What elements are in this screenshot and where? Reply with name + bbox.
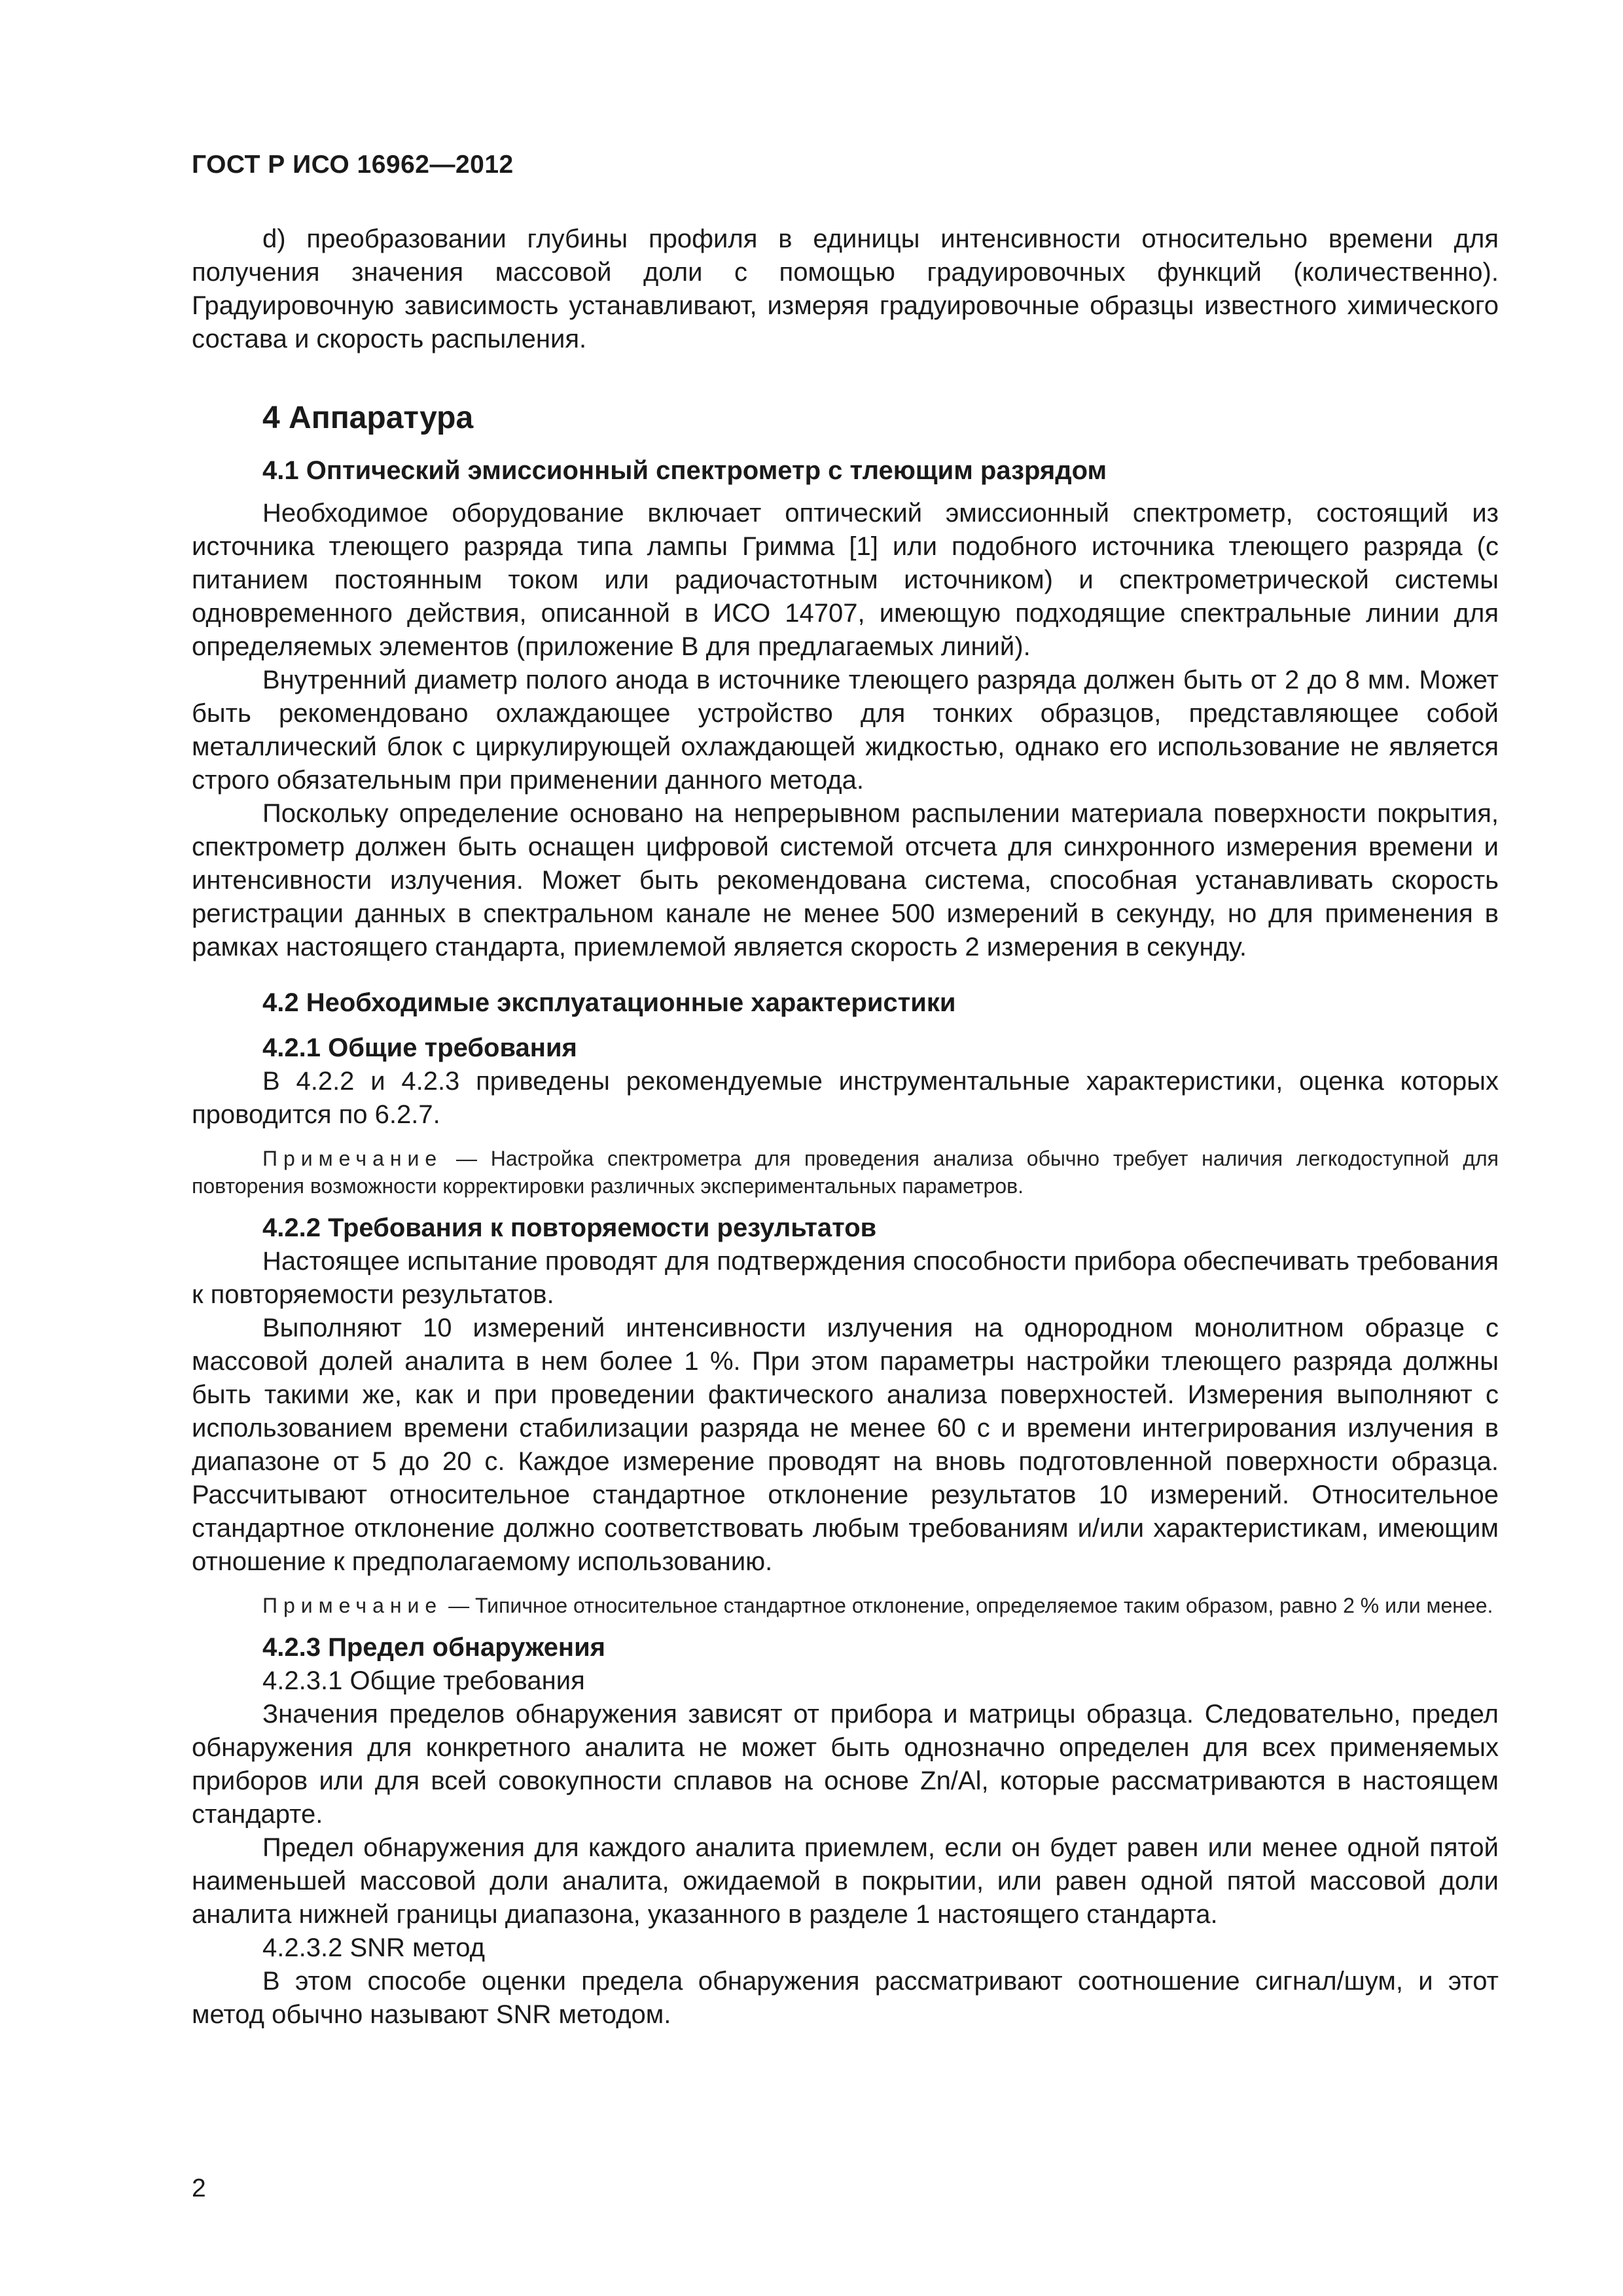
section-4-1-title: 4.1 Оптический эмиссионный спектрометр с тлеющим разрядом — [262, 456, 1107, 485]
section-4-2-3-1-paragraph: Предел обнаружения для каждого аналита приемлем, если он будет равен или менее одной пятой наименьшей массовой доли аналита, ожидаемой в покрытии, или равен одной пятой массовой доли аналита нижней границы диапазона, указанного в разделе 1 настоящего стандарта. — [192, 1833, 1499, 1929]
note-label: Примечание — [262, 1594, 443, 1617]
note-text: — Типичное относительное стандартное отклонение, определяемое таким образом, равно 2 % или менее. — [442, 1594, 1493, 1617]
section-4-title: 4 Аппаратура — [262, 401, 474, 435]
section-4-2-1-paragraph: В 4.2.2 и 4.2.3 приведены рекомендуемые инструментальные характеристики, оценка которых проводится по 6.2.7. — [192, 1067, 1499, 1129]
note-4-2-2 — [192, 1592, 1499, 1619]
page-number: 2 — [192, 2174, 206, 2202]
document-body — [192, 223, 1499, 2032]
section-4-2-3-title: 4.2.3 Предел обнаружения — [262, 1633, 606, 1662]
section-4-2-3-1-paragraph: Значения пределов обнаружения зависят от прибора и матрицы образца. Следовательно, предел обнаружения для конкретного аналита не может быть однозначно определен для всех применяемых приборов или для всей совокупности сплавов на основе Zn/Al, которые рассматриваются в настоящем стандарте. — [192, 1700, 1499, 1829]
section-4-2-3-2-title: 4.2.3.2 SNR метод — [262, 1933, 485, 1962]
note-label: Примечание — [262, 1147, 443, 1170]
intro-paragraph: d) преобразовании глубины профиля в единицы интенсивности относительно времени для получения значения массовой доли с помощью градуировочных функций (количественно). Градуировочную зависимость устанавливают, измеряя градуировочные образцы известного химического состава и скорость распыления. — [192, 224, 1499, 353]
section-4-2-title: 4.2 Необходимые эксплуатационные характеристики — [262, 988, 956, 1017]
section-4-2-3-1-title: 4.2.3.1 Общие требования — [262, 1666, 585, 1695]
section-4-2-2-paragraph: Настоящее испытание проводят для подтверждения способности прибора обеспечивать требования к повторяемости результатов. — [192, 1247, 1499, 1309]
section-4-2-2-title: 4.2.2 Требования к повторяемости результатов — [262, 1213, 877, 1242]
section-4-2-1-title: 4.2.1 Общие требования — [262, 1033, 577, 1062]
section-4-2-2-paragraph: Выполняют 10 измерений интенсивности излучения на однородном монолитном образце с массовой долей аналита в нем более 1 %. При этом параметры настройки тлеющего разряда должны быть такими же, как и при проведении фактического анализа поверхностей. Измерения выполняют с использованием времени стабилизации разряда не менее 60 с и времени интегрирования излучения в диапазоне от 5 до 20 с. Каждое измерение проводят на вновь подготовленной поверхности образца. Рассчитывают относительное стандартное отклонение результатов 10 измерений. Относительное стандартное отклонение должно соответствовать любым требованиям и/или характеристикам, имеющим отношение к предполагаемому использованию. — [192, 1314, 1499, 1576]
section-4-1-paragraph: Необходимое оборудование включает оптический эмиссионный спектрометр, состоящий из источника тлеющего разряда типа лампы Гримма [1] или подобного источника тлеющего разряда (с питанием постоянным током или радиочастотным источником) и спектрометрической системы одновременного действия, описанной в ИСО 14707, имеющую подходящие спектральные линии для определяемых элементов (приложение В для предлагаемых линий). — [192, 499, 1499, 661]
section-4-2-3-2-paragraph: В этом способе оценки предела обнаружения рассматривают соотношение сигнал/шум, и этот метод обычно называют SNR методом. — [192, 1967, 1499, 2029]
standard-header: ГОСТ Р ИСО 16962—2012 — [192, 151, 514, 179]
note-4-2-1 — [192, 1145, 1499, 1200]
section-4-1-paragraph: Внутренний диаметр полого анода в источнике тлеющего разряда должен быть от 2 до 8 мм. Может быть рекомендовано охлаждающее устройство для тонких образцов, представляющее собой металлический блок с циркулирующей охлаждающей жидкостью, однако его использование не является строго обязательным при применении данного метода. — [192, 666, 1499, 795]
section-4-1-paragraph: Поскольку определение основано на непрерывном распылении материала поверхности покрытия, спектрометр должен быть оснащен цифровой системой отсчета для синхронного измерения времени и интенсивности излучения. Может быть рекомендована система, способная устанавливать скорость регистрации данных в спектральном канале не менее 500 измерений в секунду, но для применения в рамках настоящего стандарта, приемлемой является скорость 2 измерения в секунду. — [192, 799, 1499, 961]
note-text: — Настройка спектрометра для проведения анализа обычно требует наличия легкодоступной для повторения возможности корректировки различных экспериментальных параметров. — [192, 1147, 1499, 1198]
